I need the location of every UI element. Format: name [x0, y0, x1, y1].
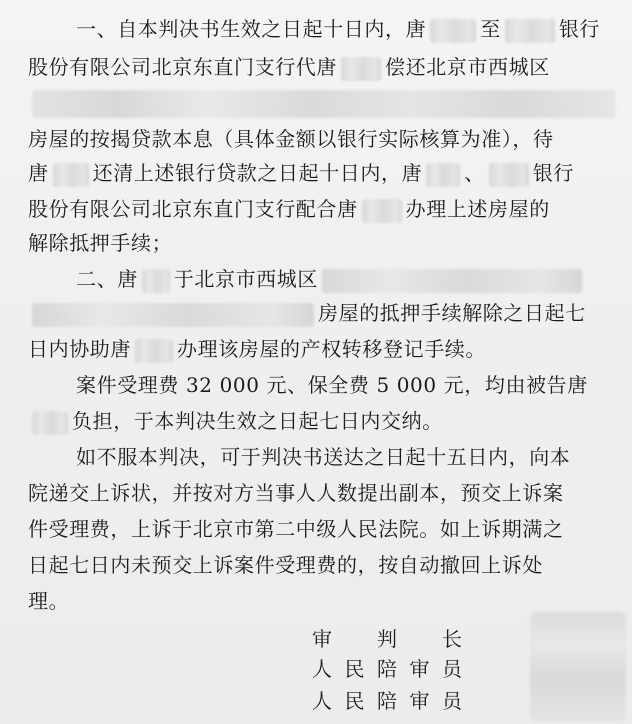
text-line-4: [28, 122, 620, 156]
role-presiding-judge: 审 判 长: [312, 627, 462, 651]
text-line-6: [28, 192, 620, 226]
text-segment: 院递交上诉状，并按对方当事人人数提出副本，预交上诉案: [28, 481, 564, 505]
redacted-line: [32, 90, 616, 118]
text-line-13: [76, 440, 620, 474]
text-segment: 银行: [558, 17, 601, 41]
redacted-block: [32, 411, 68, 435]
text-segment: 件受理费，上诉于北京市第二中级人民法院。如上诉期满之: [28, 517, 564, 541]
text-line-2: [28, 50, 620, 84]
text-line-12: [28, 404, 620, 438]
redacted-block: [32, 303, 314, 327]
text-segment: 偿还北京市西城区: [385, 55, 550, 79]
text-line-16: [28, 548, 620, 582]
text-segment: 股份有限公司北京东直门支行配合唐: [28, 197, 358, 221]
text-segment: 日起七日内未预交上诉案件受理费的，按自动撤回上诉处: [28, 553, 543, 577]
text-line-8: [76, 262, 620, 296]
text-line-11: [76, 368, 620, 402]
text-segment: 股份有限公司北京东直门支行代唐: [28, 55, 337, 79]
text-line-5: [28, 156, 620, 190]
redacted-block: [505, 19, 555, 43]
text-segment: 二、唐: [76, 267, 138, 291]
text-segment: 如不服本判决，可于判决书送达之日起十五日内，向本: [76, 445, 571, 469]
text-segment: 解除抵押手续；: [28, 231, 173, 255]
text-segment: 银行: [532, 161, 575, 185]
redacted-block: [322, 269, 582, 293]
redacted-block: [135, 339, 173, 363]
redacted-block: [430, 19, 476, 43]
text-segment: 、: [464, 161, 485, 185]
text-segment: 房屋的按揭贷款本息（具体金额以银行实际核算为准），待: [28, 127, 554, 151]
text-segment: 于北京市西城区: [173, 267, 319, 291]
role-juror-2: 人 民 陪 审 员: [312, 689, 462, 713]
text-line-1: [76, 12, 620, 46]
text-segment: 唐: [28, 161, 49, 185]
redacted-block: [53, 163, 89, 187]
text-segment: 房屋的抵押手续解除之日起七: [318, 301, 586, 325]
text-segment: 办理上述房屋的: [405, 197, 550, 221]
text-segment: 至: [480, 17, 501, 41]
redacted-block: [489, 163, 529, 187]
text-line-14: [28, 476, 620, 510]
redacted-signatures: [530, 612, 626, 722]
text-segment: 案件受理费 32 000 元、保全费 5 000 元，均由被告唐: [76, 373, 588, 397]
redacted-block: [341, 57, 381, 81]
text-segment: 办理该房屋的产权转移登记手续。: [177, 337, 486, 361]
redacted-block: [362, 199, 402, 223]
text-segment: 负担，于本判决生效之日起七日内交纳。: [72, 409, 443, 433]
redacted-block: [142, 269, 170, 293]
text-segment: 一、自本判决书生效之日起十日内，唐: [76, 17, 427, 41]
redacted-block: [426, 163, 460, 187]
text-line-15: [28, 512, 620, 546]
text-line-9: [28, 296, 620, 330]
text-segment: 日内协助唐: [28, 337, 131, 361]
text-segment: 还清上述银行贷款之日起十日内，唐: [92, 161, 423, 185]
text-line-7: [28, 226, 620, 260]
text-segment: 理。: [28, 589, 70, 613]
role-juror-1: 人 民 陪 审 员: [312, 657, 462, 681]
text-line-10: [28, 332, 620, 366]
